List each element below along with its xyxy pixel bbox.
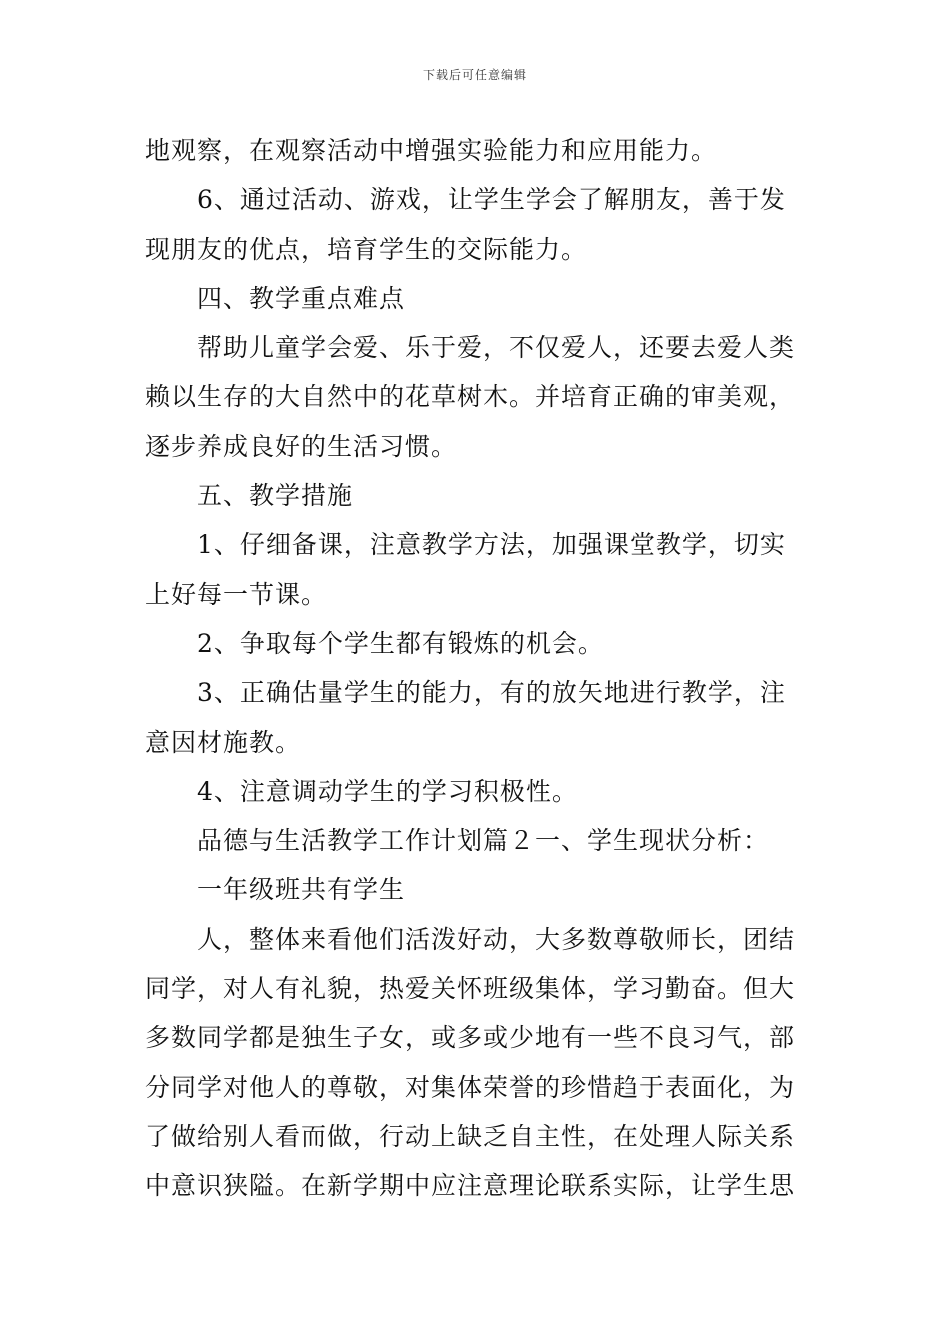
paragraph-4: 帮助儿童学会爱、乐于爱，不仅爱人，还要去爱人类赖以生存的大自然中的花草树木。并培育正确的审美观，逐步养成良好的生活习惯。 [145, 333, 796, 461]
page-header: 下载后可任意编辑 [422, 68, 527, 82]
section-heading-5: 五、教学措施 [197, 481, 354, 511]
paragraph-7: 2、争取每个学生都有锻炼的机会。 [197, 628, 604, 658]
paragraph-9: 4、注意调动学生的学习积极性。 [197, 776, 578, 806]
paragraph-11: 一年级班共有学生 [197, 875, 406, 905]
document-body [145, 126, 810, 1211]
paragraph-6: 1、仔细备课，注意教学方法，加强课堂教学，切实上好每一节课。 [145, 530, 786, 609]
paragraph-8: 3、正确估量学生的能力，有的放矢地进行教学，注意因材施教。 [145, 678, 786, 757]
paragraph-10: 品德与生活教学工作计划篇２一、学生现状分析： [197, 826, 770, 856]
paragraph-2: 6、通过活动、游戏，让学生学会了解朋友，善于发现朋友的优点，培育学生的交际能力。 [145, 185, 786, 264]
section-heading-4: 四、教学重点难点 [197, 283, 406, 313]
paragraph-12: 人，整体来看他们活泼好动，大多数尊敬师长，团结同学，对人有礼貌，热爱关怀班级集体，学习勤奋。但大多数同学都是独生子女，或多或少地有一些不良习气，部分同学对他人的尊敬，对集体荣誉的珍惜趋于表面化，为了做给别人看而做，行动上缺乏自主性，在处理人际关系中意识狭隘。在新学期中应注意理论联系实际，让学生思 [145, 924, 796, 1201]
paragraph-1: 地观察，在观察活动中增强实验能力和应用能力。 [145, 136, 718, 165]
